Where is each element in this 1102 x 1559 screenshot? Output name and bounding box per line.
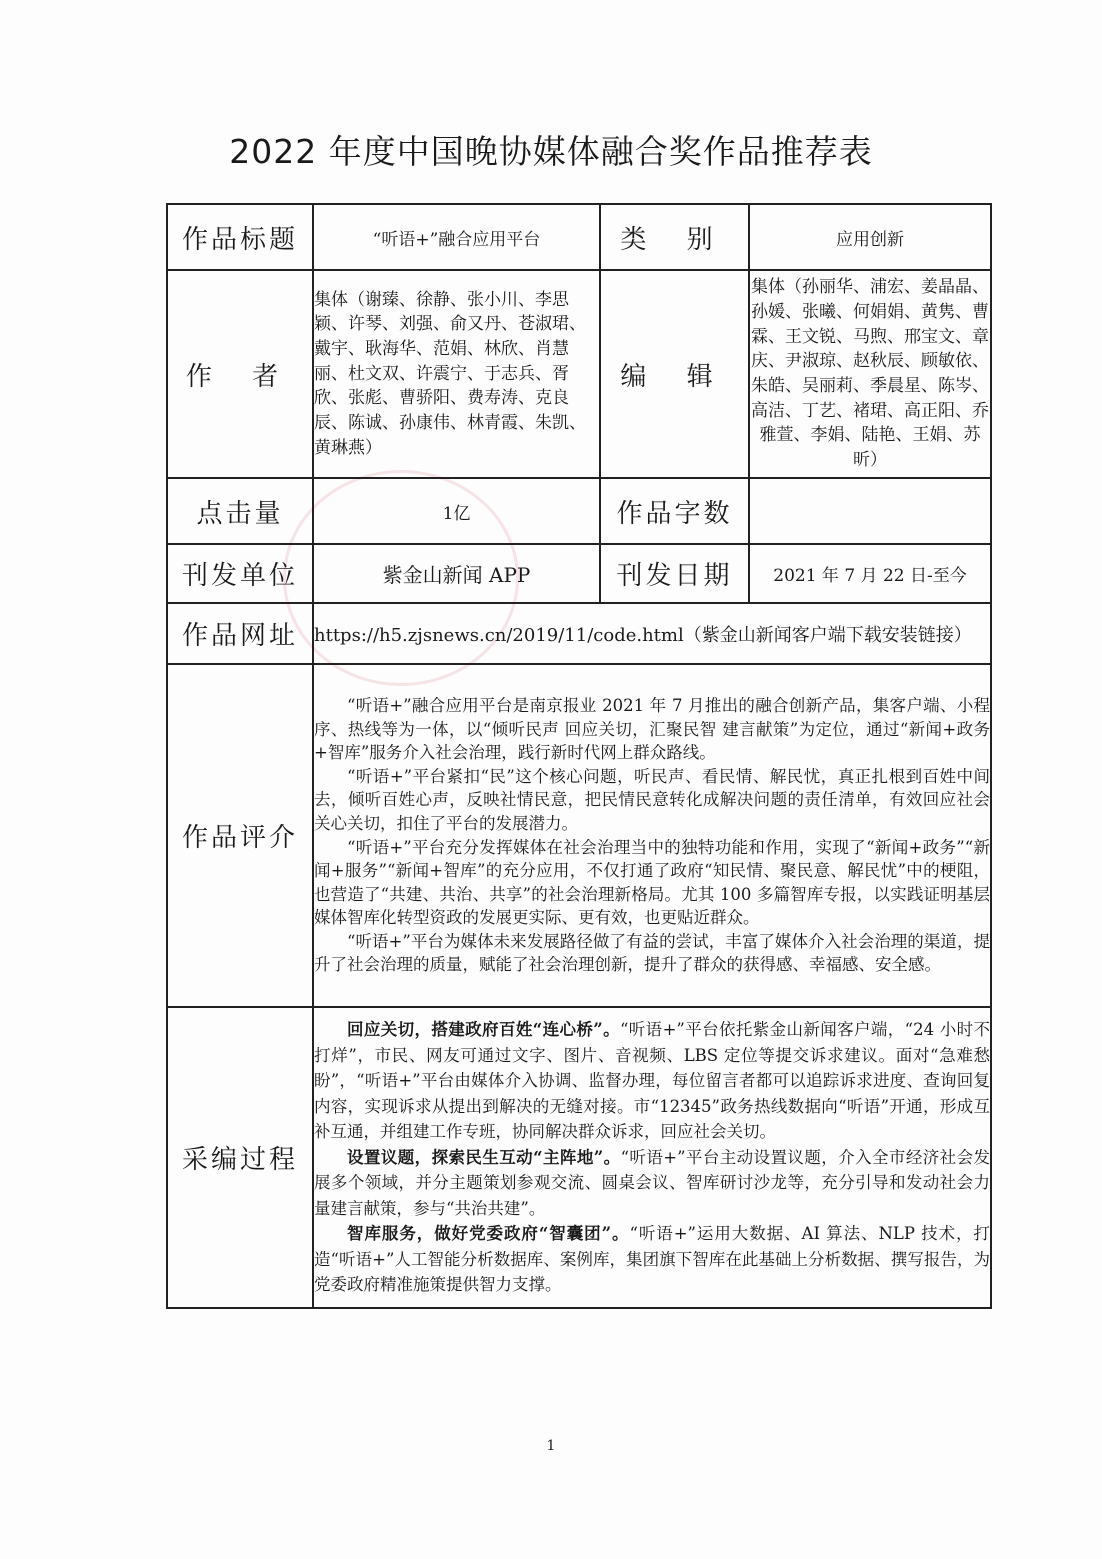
author-label: 作 者 <box>167 270 313 478</box>
review-paragraph: “听语+”融合应用平台是南京报业 2021 年 7 月推出的融合创新产品，集客户端、小程序、热线等为一体，以“倾听民声 回应关切，汇聚民智 建言献策”为定位，通过“新闻+政务+智库”服务介入社会治理，践行新时代网上群众路线。 <box>314 695 990 763</box>
word-count-value <box>749 478 991 544</box>
clicks-label: 点击量 <box>167 478 313 544</box>
author-value: 集体（谢臻、徐静、张小川、李思颖、许琴、刘强、俞又丹、苍淑珺、戴宇、耿海华、范娟、林欣、肖慧丽、杜文双、许震宁、于志兵、胥欣、张彪、曹骄阳、费寿涛、克良辰、陈诚、孙康伟、林青霞、朱凯、黄琳燕） <box>313 270 600 478</box>
row-review <box>167 664 991 1007</box>
clicks-value: 1亿 <box>313 478 600 544</box>
publisher-label: 刊发单位 <box>167 544 313 603</box>
publisher-value: 紫金山新闻 APP <box>313 544 600 603</box>
review-content <box>313 664 991 1007</box>
word-count-label: 作品字数 <box>600 478 749 544</box>
row-author-editor <box>167 270 991 478</box>
process-text: “听语+”运用大数据、AI 算法、NLP 技术，打造“听语+”人工智能分析数据库、案例库，集团旗下智库在此基础上分析数据、撰写报告，为党委政府精准施策提供智力支撑。 <box>314 1224 990 1295</box>
publish-date-value: 2021 年 7 月 22 日-至今 <box>749 544 991 603</box>
page-number: 1 <box>546 1438 556 1454</box>
process-text: “听语+”平台主动设置议题，介入全市经济社会发展多个领域，并分主题策划参观交流、圆桌会议、智库研讨沙龙等，充分引导和发动社会力量建言献策，参与“共治共建”。 <box>314 1147 990 1218</box>
process-content <box>313 1007 991 1308</box>
process-paragraph <box>314 1145 990 1222</box>
process-paragraph <box>314 1221 990 1298</box>
process-heading: 智库服务，做好党委政府“智囊团”。 <box>347 1224 630 1244</box>
work-title-label: 作品标题 <box>167 204 313 270</box>
row-process <box>167 1007 991 1308</box>
category-label: 类 别 <box>600 204 749 270</box>
review-paragraph: “听语+”平台紧扣“民”这个核心问题，听民声、看民情、解民忧，真正扎根到百姓中间去，倾听百姓心声，反映社情民意，把民情民意转化成解决问题的责任清单，有效回应社会关心关切，扣住了平台的发展潜力。 <box>314 766 990 833</box>
review-paragraph: “听语+”平台为媒体未来发展路径做了有益的尝试，丰富了媒体介入社会治理的渠道，提升了社会治理的质量，赋能了社会治理创新，提升了群众的获得感、幸福感、安全感。 <box>314 931 990 975</box>
page-title: 2022 年度中国晚协媒体融合奖作品推荐表 <box>229 132 873 171</box>
url-label: 作品网址 <box>167 603 313 664</box>
work-title-value: “听语+”融合应用平台 <box>313 204 600 270</box>
row-url <box>167 603 991 664</box>
publish-date-label: 刊发日期 <box>600 544 749 603</box>
recommendation-form <box>166 203 992 1309</box>
row-title-category <box>167 204 991 270</box>
process-heading: 设置议题，探索民生互动“主阵地”。 <box>347 1147 621 1167</box>
process-label: 采编过程 <box>167 1007 313 1308</box>
review-label: 作品评介 <box>167 664 313 1007</box>
review-paragraph: “听语+”平台充分发挥媒体在社会治理当中的独特功能和作用，实现了“新闻+政务”“新闻+服务”“新闻+智库”的充分应用，不仅打通了政府“知民情、聚民意、解民忧”中的梗阻，也营造了“共建、共治、共享”的社会治理新格局。尤其 100 多篇智库专报，以实践证明基层媒体智库化转型资政的发展更实际、更有效，也更贴近群众。 <box>314 837 990 928</box>
editor-label: 编 辑 <box>600 270 749 478</box>
row-clicks-wordcount <box>167 478 991 544</box>
process-paragraph <box>314 1017 990 1145</box>
editor-value: 集体（孙丽华、浦宏、姜晶晶、孙媛、张曦、何娟娟、黄隽、曹霖、王文锐、马煦、邢宝文、章庆、尹淑琼、赵秋辰、顾敏依、朱皓、吴丽莉、季晨星、陈岑、高洁、丁艺、褚珺、高正阳、乔雅萱、李娟、陆艳、王娟、苏昕） <box>749 270 991 478</box>
process-heading: 回应关切，搭建政府百姓“连心桥”。 <box>347 1020 620 1040</box>
row-publisher-date <box>167 544 991 603</box>
process-text: “听语+”平台依托紫金山新闻客户端，“24 小时不打烊”，市民、网友可通过文字、图片、音视频、LBS 定位等提交诉求建议。面对“急难愁盼”，“听语+”平台由媒体介入协调、监督办理，每位留言者都可以追踪诉求进度、查询回复内容，实现诉求从提出到解决的无缝对接。市“12345”政务热线数据向“听语”开通，形成互补互通，并组建工作专班，协同解决群众诉求，回应社会关切。 <box>314 1020 990 1142</box>
url-value: https://h5.zjsnews.cn/2019/11/code.html（紫金山新闻客户端下载安装链接） <box>313 603 991 664</box>
category-value: 应用创新 <box>749 204 991 270</box>
